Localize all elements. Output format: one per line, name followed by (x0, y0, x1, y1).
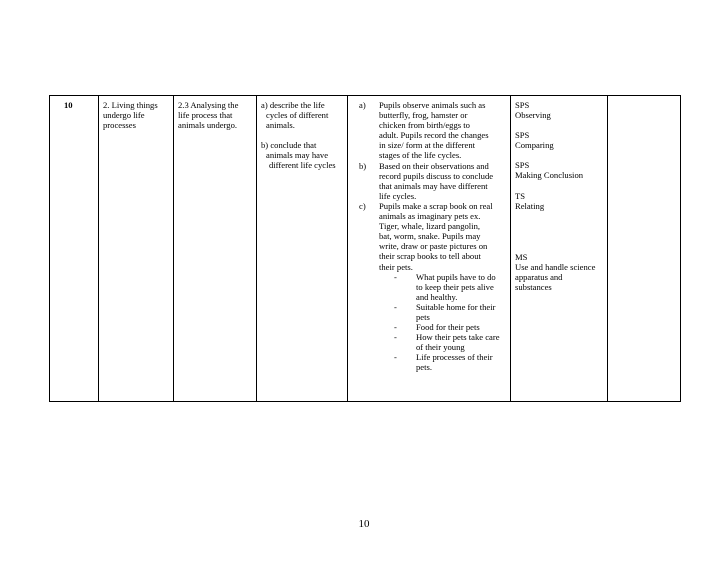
learning-area-line: processes (103, 120, 136, 131)
learning-objective-line: 2.3 Analysing the (178, 100, 239, 110)
outcome-line: different life cycles (269, 160, 336, 171)
activity-label: c) (359, 200, 366, 211)
activity-line: animals as imaginary pets ex. (379, 211, 481, 222)
learning-objective-line: life process that (178, 110, 233, 121)
activity-label: a) (359, 100, 366, 110)
activities-cell (348, 96, 511, 402)
learning-area-line: undergo life (103, 110, 145, 121)
outcome-line: animals. (266, 120, 295, 131)
activity-line: in size/ form at the different (379, 140, 476, 151)
outcome-label: a) (261, 100, 268, 110)
dash-mark: - (394, 322, 397, 333)
subpoint-item (379, 352, 506, 372)
subpoint-line: How their pets take care (416, 332, 500, 343)
activity-line: their scrap books to tell about (379, 251, 481, 262)
learning-outcome-a (261, 100, 343, 130)
skill-item (515, 191, 603, 211)
activity-item-b (352, 161, 506, 201)
outcome-line: describe the life (269, 100, 325, 110)
activity-line: butterfly, frog, hamster or (379, 110, 468, 121)
activity-line: that animals may have different (379, 180, 488, 191)
skill-item (515, 100, 603, 120)
outcome-line: animals may have (266, 150, 329, 161)
outcome-line: conclude that (270, 140, 317, 151)
subpoint-line: of their young (416, 342, 465, 353)
outcome-label: b) (261, 140, 269, 151)
scheme-of-work-table (49, 95, 681, 402)
learning-objective-line: animals undergo. (178, 120, 238, 131)
activity-line: adult. Pupils record the changes (379, 130, 489, 141)
activity-line: Pupils observe animals such as (379, 100, 486, 110)
skill-code: MS (515, 251, 528, 262)
week-cell (50, 96, 99, 402)
activity-line: write, draw or paste pictures on (379, 241, 488, 252)
skill-desc: substances (515, 282, 552, 293)
skill-desc: Relating (515, 200, 545, 211)
page-number: 10 (358, 518, 370, 530)
subpoint-item (379, 322, 506, 332)
learning-area-cell (99, 96, 174, 402)
activities-list (352, 100, 506, 373)
subpoint-line: pets. (416, 362, 432, 373)
learning-outcomes-cell (257, 96, 348, 402)
subpoint-line: Food for their pets (416, 322, 480, 333)
subpoint-line: to keep their pets alive (416, 281, 494, 292)
skill-item (515, 252, 603, 292)
activity-line: Pupils make a scrap book on real (379, 200, 493, 211)
dash-mark: - (394, 271, 397, 282)
subpoint-line: pets (416, 311, 430, 322)
skill-code: SPS (515, 130, 530, 141)
subpoint-item (379, 302, 506, 322)
activity-line: their pets. (379, 261, 413, 272)
activity-line: life cycles. (379, 190, 417, 201)
skill-desc: Comparing (515, 140, 554, 151)
subpoint-line: and healthy. (416, 291, 458, 302)
notes-cell (608, 96, 681, 402)
dash-mark: - (394, 301, 397, 312)
activity-label: b) (359, 160, 367, 171)
activity-line: bat, worm, snake. Pupils may (379, 231, 481, 242)
skill-desc: apparatus and (515, 271, 563, 282)
skill-code: SPS (515, 160, 530, 171)
dash-mark: - (394, 352, 397, 363)
subpoint-line: What pupils have to do (416, 271, 496, 282)
skill-desc: Use and handle science (515, 261, 596, 272)
learning-outcome-b (261, 140, 343, 170)
skill-code: TS (515, 190, 526, 201)
skill-desc: Observing (515, 110, 551, 121)
activity-item-a (352, 100, 506, 161)
activity-subpoints (379, 272, 506, 373)
week-number: 10 (64, 100, 73, 110)
subpoint-line: Life processes of their (416, 352, 493, 363)
activity-line: Tiger, whale, lizard pangolin, (379, 221, 481, 232)
activity-item-c (352, 201, 506, 373)
dash-mark: - (394, 332, 397, 343)
activity-line: chicken from birth/eggs to (379, 120, 470, 131)
activity-line: Based on their observations and (379, 160, 489, 171)
activity-line: stages of the life cycles. (379, 150, 462, 161)
subpoint-item (379, 332, 506, 352)
learning-area-line: 2. Living things (103, 100, 158, 110)
table-row (50, 96, 681, 402)
outcome-line: cycles of different (266, 110, 329, 121)
activity-line: record pupils discuss to conclude (379, 170, 494, 181)
skill-code: SPS (515, 100, 530, 110)
subpoint-item (379, 272, 506, 302)
skill-item (515, 130, 603, 150)
skill-desc: Making Conclusion (515, 170, 584, 181)
skills-cell (511, 96, 608, 402)
learning-objective-cell (174, 96, 257, 402)
skill-item (515, 160, 603, 180)
subpoint-line: Suitable home for their (416, 301, 496, 312)
